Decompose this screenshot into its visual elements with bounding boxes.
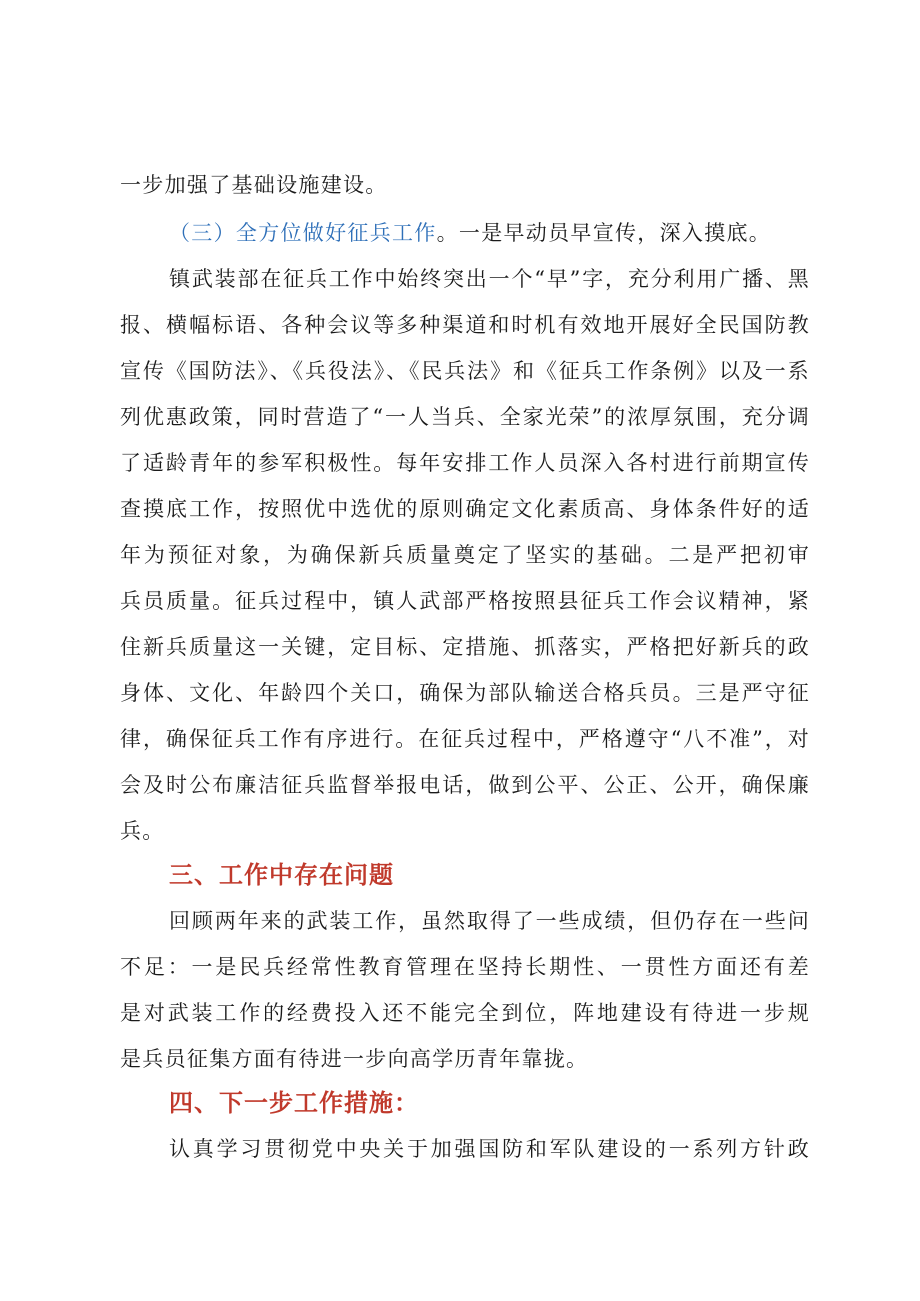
paragraph-line: 会及时公布廉洁征兵监督举报电话，做到公平、公正、公开，确保廉 (120, 773, 810, 797)
paragraph-line: 查摸底工作，按照优中选优的原则确定文化素质高、身体条件好的适 (120, 497, 810, 521)
paragraph-line: 认真学习贯彻党中央关于加强国防和军队建设的一系列方针政 (169, 1137, 810, 1161)
paragraph-line: 兵员质量。征兵过程中，镇人武部严格按照县征兵工作会议精神，紧 (120, 589, 810, 613)
paragraph-line: 律，确保征兵工作有序进行。在征兵过程中，严格遵守“八不准”，对 (120, 727, 810, 751)
paragraph-line: 不足：一是民兵经常性教育管理在坚持长期性、一贯性方面还有差 (120, 955, 810, 979)
paragraph-line: 报、横幅标语、各种会议等多种渠道和时机有效地开展好全民国防教 (120, 313, 810, 337)
section-heading: 三、工作中存在问题 (169, 861, 394, 889)
paragraph-line: 回顾两年来的武装工作，虽然取得了一些成绩，但仍存在一些问 (169, 909, 810, 933)
paragraph-line: 了适龄青年的参军积极性。每年安排工作人员深入各村进行前期宣传 (120, 451, 810, 475)
paragraph-line: 兵。 (120, 819, 165, 843)
paragraph-line: 住新兵质量这一关键，定目标、定措施、抓落实，严格把好新兵的政 (120, 635, 810, 659)
subsection-title-line (169, 218, 810, 248)
paragraph-line: 是兵员征集方面有待进一步向高学历青年靠拢。 (120, 1047, 589, 1071)
paragraph-line: 身体、文化、年龄四个关口，确保为部队输送合格兵员。三是严守征 (120, 681, 810, 705)
paragraph-line: 是对武装工作的经费投入还不能完全到位，阵地建设有待进一步规 (120, 1001, 810, 1025)
paragraph-line: 一步加强了基础设施建设。 (120, 173, 388, 197)
paragraph-line: 列优惠政策，同时营造了“一人当兵、全家光荣”的浓厚氛围，充分调 (120, 405, 810, 429)
subsection-title: （三）全方位做好征兵工作 (169, 221, 437, 245)
paragraph-line: 镇武装部在征兵工作中始终突出一个“早”字，充分利用广播、黑 (169, 267, 810, 291)
paragraph-line: 年为预征对象，为确保新兵质量奠定了坚实的基础。二是严把初审 (120, 543, 810, 567)
subsection-title-rest: 。一是早动员早宣传，深入摸底。 (436, 221, 772, 245)
paragraph-line: 宣传《国防法》、《兵役法》、《民兵法》和《征兵工作条例》以及一系 (120, 359, 810, 383)
section-heading: 四、下一步工作措施： (169, 1089, 419, 1117)
